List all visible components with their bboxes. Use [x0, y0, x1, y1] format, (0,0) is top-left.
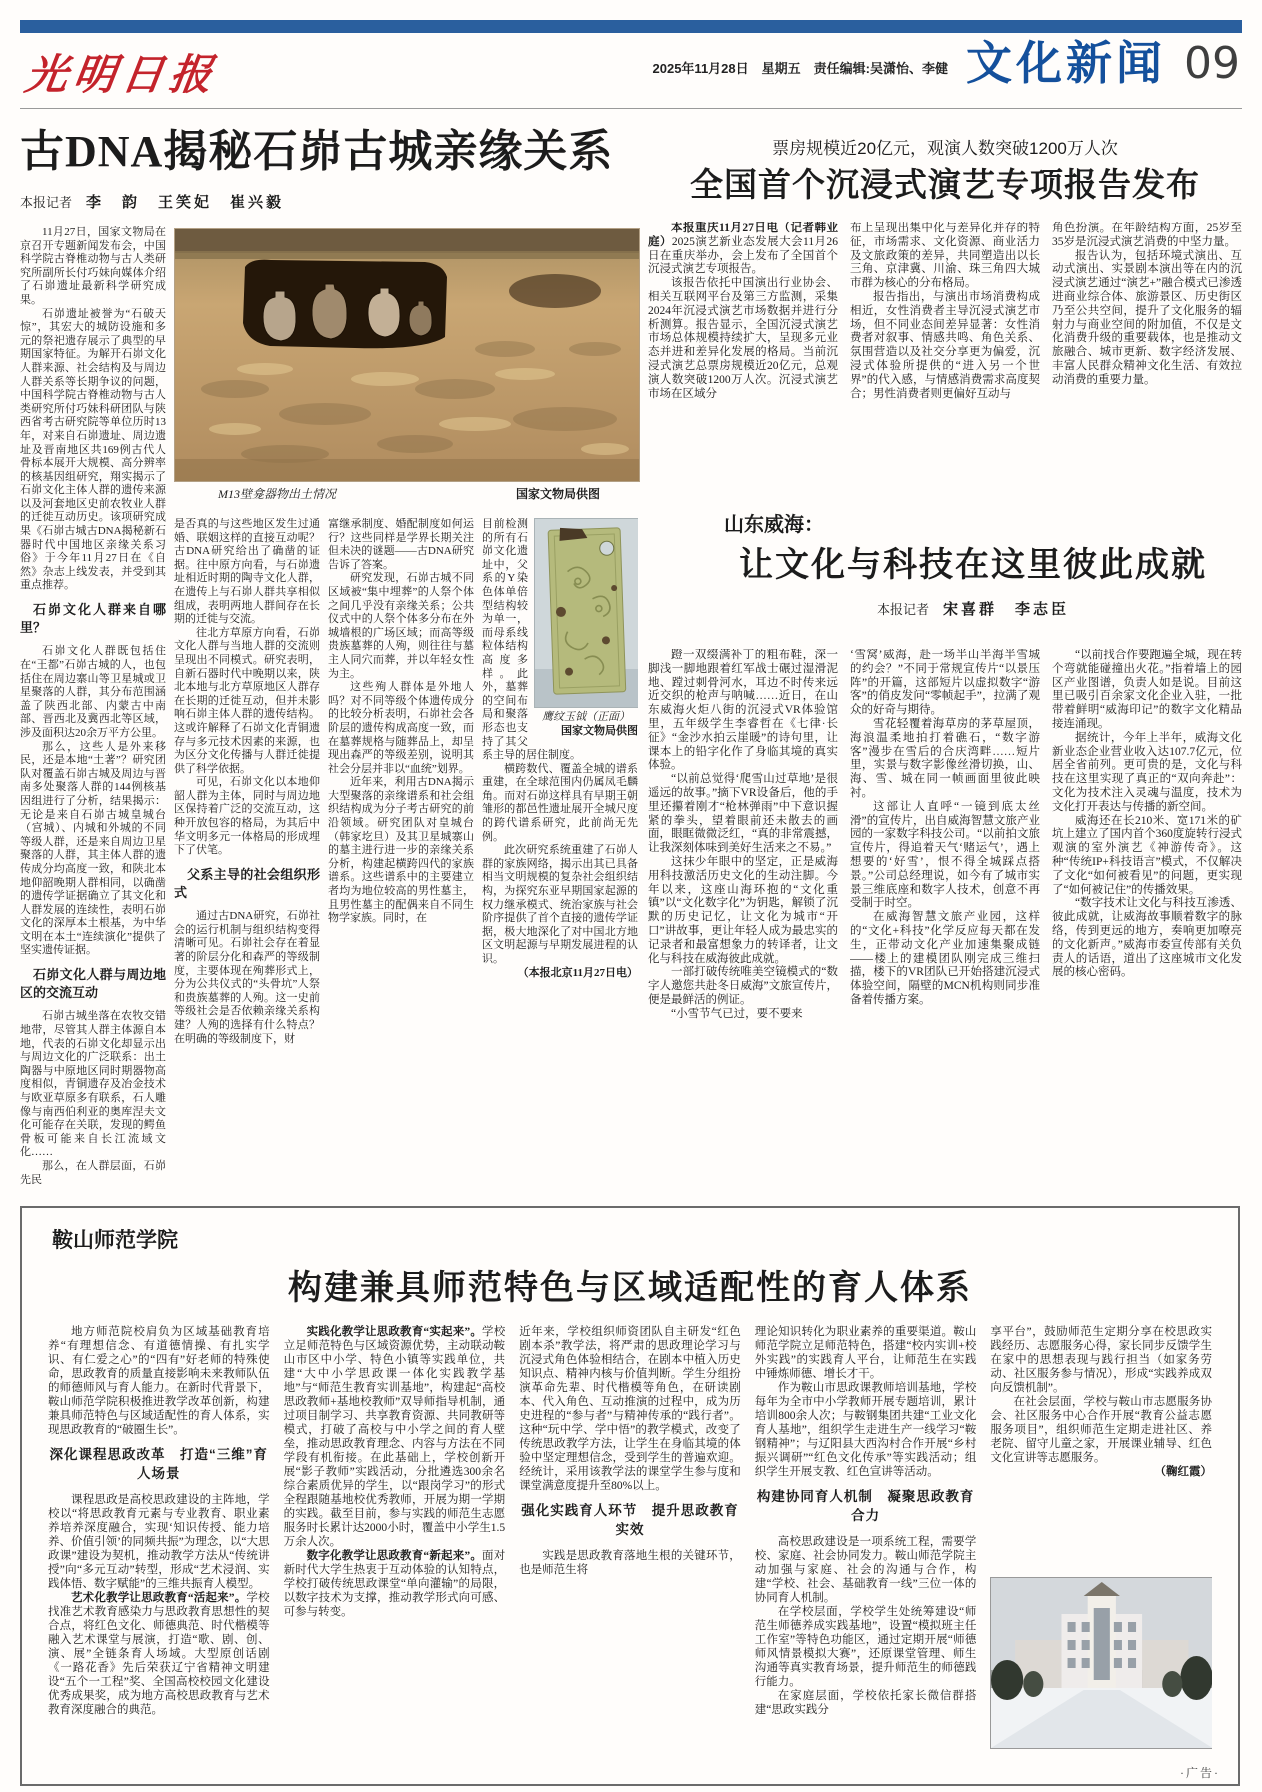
paragraph: 理论知识转化为职业素养的重要渠道。鞍山师范学院立足师范特色，搭建“校内实训+校外实践”的实践育人平台，让师范生在实践中锤炼师德、增长才干。	[754, 1326, 977, 1380]
jade-photo-captions	[534, 711, 638, 738]
byline-authors: 宋喜群 李志臣	[943, 602, 1070, 618]
masthead-right	[652, 37, 1240, 89]
article-anshan-box	[20, 1206, 1240, 1786]
paragraph: 在家庭层面，学校依托家长微信群搭建“思政实践分	[754, 1689, 977, 1716]
paragraph: 实践化教学让思政教育“实起来”。学校立足师范特色与区域资源优势，主动联动鞍山市区中小学、特色小镇等实践单位，共建“大中小学思政课一体化实践教学基地”与“师范生教育实训基地”，构建起“高校思政教师+基地校教师”双导师指导机制，通过项目制学习、共享教育资源、共同教研等模式，打破了高校与中小学之间的育人壁垒，推动思政教育理念、内容与方法在不同学段有机衔接。在此基础上，学校创新开展“影子教师”实践活动，分批遴选300余名综合素质优异的学生，以“跟岗学习”的形式全程跟随基地校优秀教师，开展为期一学期的实践。截至目前，参与实践的师范生志愿服务时长累计达2000小时，覆盖中小学生1.5万余人次。	[283, 1326, 506, 1548]
column-subhead: 石峁文化人群与周边地区的交流互动	[20, 967, 166, 1001]
dna-byline	[20, 191, 638, 212]
report-column-3	[1052, 222, 1242, 474]
paragraph: 高校思政建设是一项系统工程，需要学校、家庭、社会协同发力。鞍山师范学院主动加强与家庭、社会的沟通与合作，构建“学校、社会、基础教育一线”三位一体的协同育人机制。	[754, 1535, 977, 1604]
byline-prefix: 本报记者	[876, 602, 929, 617]
right-column-module	[648, 118, 1242, 1149]
paragraph: 横跨数代、覆盖全城的谱系重建，在全球范围内仍属凤毛麟角。而对石峁这样具有早期王朝雏形的都邑性遗址展开全城尺度的跨代谱系研究，此前尚无先例。	[482, 762, 638, 843]
photo-credit: 国家文物局供图	[515, 487, 600, 501]
paragraph: 富继承制度、婚配制度如何运行？这些同样是学界长期关注但未决的谜题——古DNA研究告诉了答案。	[328, 518, 474, 571]
paragraph: 在学校层面，学校学生处统筹建设“师范生师德养成实践基地”，设置“模拟班主任工作室”等特色功能区，通过定期开展“师德师风情景模拟大赛”，还原课堂管理、师生沟通等真实教育场景，提升师范生的师德践行能力。	[754, 1605, 977, 1688]
paragraph: 此次研究系统重建了石峁人群的家族网络，揭示出其已具备相当文明规模的复杂社会组织结构，为探究东亚早期国家起源的权力继承模式、统治家族与社会阶序提供了首个直接的遗传学证据，极大地深化了对中国北方地区文明起源与早期发展进程的认识。	[482, 844, 638, 965]
article-weihai	[648, 508, 1242, 1149]
paragraph: 石峁遗址被誉为“石破天惊”，其宏大的城防设施和多元的祭祀遗存展示了典型的早期国家特征。为解开石峁文化人群来源、社会结构及与周边人群关系等长期争议的问题，中国科学院古脊椎动物与古人类研究所付巧妹科研团队与陕西省考古研究院等单位历时13年，对来自石峁遗址、周边遗址及晋南地区共169例古代人骨标本展开大规模、高分辨率的核基因组研究，翔实揭示了石峁文化主体人群的遗传来源以及河套地区史前农牧业人群的迁徙互动历史。该项研究成果《石峁古城古DNA揭秘新石器时代中国地区亲缘关系习俗》于今年11月27日在《自然》杂志上线发表，并受到其重点推荐。	[20, 307, 166, 592]
jade-photo-figure	[534, 518, 638, 738]
article-report	[648, 134, 1242, 474]
paragraph: 角色扮演。在年龄结构方面，25岁至35岁是沉浸式演艺消费的中坚力量。	[1052, 222, 1242, 248]
excavation-photo	[174, 228, 640, 482]
page-number: 09	[1184, 38, 1240, 89]
weihai-headline: 让文化与科技在这里彼此成就	[739, 547, 1207, 584]
paragraph: 研究发现，石峁古城不同区域被“集中埋葬”的人祭个体之间几乎没有亲缘关系；公共仪式中的人祭个体多分布在外城墙根的广场区域；而高等级贵族墓葬的人殉，则往往与墓主人同穴而葬，并以年轻女性为主。	[328, 572, 474, 680]
paragraph: 在威海智慧文旅产业园，这样的“文化+科技”化学反应每天都在发生，正带动文化产业加速集聚成链——楼上的建模团队刚完成三维扫描，楼下的VR团队已开始搭建沉浸式体验空间，隔壁的MCN机构则同步准备着传播方案。	[850, 911, 1040, 1006]
masthead-rule	[20, 108, 1242, 109]
dna-body	[20, 226, 638, 1189]
paragraph: 报告认为，包括环境式演出、互动式演出、实景剧本演出等在内的沉浸式演艺通过“演艺+”融合模式已渗透进商业综合体、旅游景区、历史街区乃至公共空间，提升了文化服务的辐射力与商业空间的附加值，不仅是文化消费升级的重要载体，也是推动文旅融合、城市更新、数字经济发展、丰富人民群众精神文化生活、有效拉动消费的重要力量。	[1052, 249, 1242, 386]
top-blue-bar	[20, 20, 1242, 33]
paragraph: 往北方草原方向看，石峁文化人群与当地人群的交流则呈现出不同模式。研究表明，自新石器时代中晚期以来，陕北本地与北方草原地区人群存在长期的迁徙互动，但并未影响石峁主体人群的遗传结构。这或许解释了石峁文化青铜遗存与多元技术因素的来源，也为区分文化传播与人群迁徙提供了科学依据。	[174, 626, 320, 775]
campus-photo-figure	[990, 1577, 1212, 1749]
paragraph: “以前找合作要跑遍全城，现在转个弯就能碰撞出火花。”指着墙上的园区产业图谱，负责人如是说。目前这里已吸引百余家文化企业入驻，一批带着鲜明“威海印记”的数字文化精品接连涌现。	[1052, 649, 1242, 730]
paragraph: 报告指出，与演出市场消费构成相近，女性消费者主导沉浸式演艺市场，但不同业态间差异显著：女性消费者对叙事、情感共鸣、角色关系、氛围营造以及社交分享更为偏爱，沉浸式体验所提供的“进入另一个世界”的代入感，与情感消费需求高度契合；男性消费者则更偏好互动与	[850, 290, 1040, 400]
anshan-body	[48, 1325, 1212, 1749]
anshan-headline: 构建兼具师范特色与区域适配性的育人体系	[288, 1270, 972, 1307]
column-subhead: 父系主导的社会组织形式	[174, 866, 320, 901]
ad-label: ·广告·	[1180, 1766, 1220, 1780]
masthead-logo: 光明日报	[22, 50, 222, 99]
page-editors: 责任编辑:吴潇怡、李健	[813, 61, 948, 76]
paragraph: 11月27日，国家文物局在京召开专题新闻发布会，中国科学院古脊椎动物与古人类研究所副所长付巧妹向媒体介绍了石峁遗址最新科学研究成果。	[20, 226, 166, 306]
article-dna	[20, 118, 638, 1189]
paragraph: （鞠红霞）	[1154, 1466, 1212, 1478]
dna-column-3	[328, 518, 474, 1189]
paragraph: 布上呈现出集中化与差异化并存的特征，市场需求、文化资源、商业活力及文旅政策的差异，共同塑造出以长三角、京津冀、川渝、珠三角四大城市群为核心的分布格局。	[850, 222, 1040, 290]
paragraph: 这些殉人群体是外地人吗？对不同等级个体遗传成分的比较分析表明，石峁社会各阶层的遗传构成高度一致，而在墓葬规格与随葬品上，却呈现出森严的等级差别，说明其社会分层并非以“血统”划界。	[328, 681, 474, 775]
paragraph: 实践是思政教育落地生根的关键环节，也是师范生将	[519, 1549, 741, 1576]
dna-column-1	[20, 226, 166, 1189]
photo-caption: M13壁龛器物出土情况	[218, 487, 336, 501]
report-column-1	[648, 222, 838, 474]
paragraph: “数字技术让文化与科技互渗透、彼此成就，让威海故事顺着数字的脉络，传到更远的地方，奏响更加嘹亮的文化新声。”威海市委宣传部有关负责人的话语，道出了这座城市文化发展的核心密码。	[1052, 897, 1242, 979]
anshan-column-5-text	[990, 1325, 1212, 1479]
dna-headline: 古DNA揭秘石峁古城亲缘关系	[20, 127, 614, 176]
report-kicker: 票房规模近20亿元，观演人数突破1200万人次	[772, 139, 1118, 158]
paragraph: 该报告依托中国演出行业协会、相关互联网平台及第三方监测，采集2024年沉浸式演艺市场数据并进行分析测算。报告显示，全国沉浸式演艺市场总体规模持续扩大，呈现多元业态并进和差异化发展的格局。当前沉浸式演艺总票房规模近20亿元，总观演人数突破1200万人次。沉浸式演艺市场在区域分	[648, 277, 838, 400]
dna-column-4	[482, 518, 638, 1189]
paragraph: 威海还在长210米、宽171米的矿坑上建立了国内首个360度旋转行浸式观演的室外演艺《神游传奇》。这种“传统IP+科技语言”模式，不仅解决了文化“如何被看见”的问题，更实现了“如何被记住”的传播效果。	[1052, 814, 1242, 896]
anshan-kicker: 鞍山师范学院	[52, 1229, 178, 1252]
paragraph: 那么，在人群层面，石峁先民	[20, 1159, 166, 1186]
byline-prefix: 本报记者	[20, 195, 73, 210]
weihai-column-2	[850, 649, 1040, 1149]
paragraph: 课程思政是高校思政建设的主阵地，学校以“将思政教育元素与专业教育、职业素养培养深度融合，实现‘知识传授、能力培养、价值引领’的同频共振”为理念，以“大思政课”建设为契机，推动教学方法从“传统讲授”向“多元互动”转型，形成“艺术浸润、实践体悟、数字赋能”的三维共振育人模型。	[48, 1493, 270, 1590]
paragraph: 这部让人直呼“一镜到底太丝滑”的宣传片，出自威海智慧文旅产业园的一家数字科技公司。“以前拍文旅宣传片，得追着天气‘赌运气’，遇上想要的‘好雪’，恨不得全城踩点搭景。”公司总经理说，如今有了城市实景三维底座和数字人技术，创意不再受制于时空。	[850, 800, 1040, 910]
paragraph: 近年来，学校组织师资团队自主研发“红色剧本杀”教学法，将严肃的思政理论学习与沉浸式角色体验相结合，在剧本中植入历史知识点、精神内核与价值判断。学生分组扮演革命先辈、时代楷模等角色，在研读剧本、代入角色、互动推演的过程中，成为历史进程的“参与者”与精神传承的“践行者”。这种“玩中学、学中悟”的教学模式，改变了传统思政教学方法，让学生在身临其境的体验中坚定理想信念，受到学生的普遍欢迎。经统计，采用该教学法的课堂学生参与度和课堂满意度提升至80%以上。	[519, 1326, 741, 1492]
weihai-kicker: 山东威海：	[724, 514, 824, 536]
column-subhead: 强化实践育人环节 提升思政教育实效	[521, 1503, 739, 1537]
paragraph: 在社会层面，学校与鞍山市志愿服务协会、社区服务中心合作开展“教育公益志愿服务项目”，组织师范生定期走进社区、养老院、留守儿童之家，开展课业辅导、红色文化宣讲等志愿服务。	[990, 1396, 1212, 1464]
column-subhead: 石峁文化人群来自哪里？	[20, 602, 166, 636]
page-date: 2025年11月28日 星期五	[652, 61, 801, 76]
anshan-column-1	[48, 1325, 270, 1749]
paragraph: 据统计，今年上半年，威海文化新业态企业营业收入达107.7亿元，位居全省前列。更可贵的是，文化与科技在这里实现了真正的“双向奔赴”：文化为技术注入灵魂与温度，技术为文化打开表达与传播的新空间。	[1052, 731, 1242, 813]
paragraph: 享平台”，鼓励师范生定期分享在校思政实践经历、志愿服务心得，家长同步反馈学生在家中的思想表现与践行担当（如家务劳动、社区服务参与情况），形成“实践养成双向反馈机制”。	[990, 1326, 1212, 1394]
byline-authors: 李 韵 王笑妃 崔兴毅	[86, 195, 285, 211]
paragraph: 可见，石峁文化以本地仰韶人群为主体，同时与周边地区保持着广泛的交流互动，这种开放包容的格局，为其后中华文明多元一体格局的形成埋下了伏笔。	[174, 776, 320, 857]
section-title: 文化新闻	[966, 37, 1166, 89]
paragraph: ‘雪窝’威海，赴一场半山半海半雪城的约会？”不同于常规宣传片“以景压阵”的开篇，这部短片以虚拟数字“游客”的俏皮发问“零帧起手”，拉满了观众的好奇与期待。	[850, 649, 1040, 717]
report-column-2	[850, 222, 1040, 474]
paragraph: 近年来，利用古DNA揭示大型聚落的亲缘谱系和社会组织结构成为分子考古研究的前沿领域。研究团队对皇城台（韩家圪旦）及其卫星城寨山的墓主进行进一步的亲缘关系分析，构建起横跨四代的家族谱系。这些谱系中的主要建立者均为地位较高的男性墓主，且男性墓主的配偶来自不同生物学家族。同时，在	[328, 776, 474, 925]
weihai-column-3	[1052, 649, 1242, 1149]
date-editors-line	[653, 58, 948, 77]
excavation-photo-captions	[174, 482, 638, 501]
anshan-column-3	[519, 1325, 741, 1749]
paragraph: 目前检测的所有石峁文化遗址中，父系的Y染色体单倍型结构较为单一，而母系线粒体结构高度多样。此外，墓葬的空间布局和聚落形态也支持了其父系主导的居住制度。	[482, 518, 581, 762]
excavation-photo-figure	[174, 228, 638, 501]
weihai-body	[648, 649, 1242, 1149]
anshan-column-2	[284, 1325, 506, 1749]
paragraph: 本报重庆11月27日电（记者韩业庭）2025演艺新业态发展大会11月26日在重庆举办，会上发布了全国首个沉浸式演艺专项报告。	[648, 222, 838, 276]
paragraph: 蹬一双缀满补丁的粗布鞋，深一脚浅一脚地跟着红军战士碾过湿滑泥地、蹚过刺骨河水，耳边不时传来远近交织的枪声与呐喊……近日，在山东威海火炬八街的沉浸式VR体验馆里，五年级学生李睿哲在《七律·长征》“金沙水拍云崖暖”的诗句里，让课本上的铅字化作了身临其境的真实体验。	[648, 649, 838, 772]
report-body	[648, 222, 1242, 474]
paragraph: 通过古DNA研究，石峁社会的运行机制与组织结构变得清晰可见。石峁社会存在着显著的阶层分化和森严的等级制度，主要体现在殉葬形式上，分为公共仪式的“头骨坑”人祭和贵族墓葬的人殉。这一史前等级社会是否依赖亲缘关系构建？人殉的选择有什么特点？在明确的等级制度下，财	[174, 910, 320, 1045]
paragraph: （本报北京11月27日电）	[517, 966, 638, 979]
anshan-column-5	[990, 1325, 1212, 1749]
weihai-byline	[648, 598, 1242, 619]
column-subhead: 深化课程思政改革 打造“三维”育人场景	[49, 1447, 269, 1481]
paragraph: “小雪节气已过，要不要来	[671, 1007, 803, 1020]
anshan-column-4	[755, 1325, 977, 1749]
weihai-column-1	[648, 649, 838, 1149]
photo-caption: 鹰纹玉钺（正面）	[542, 711, 630, 723]
report-headline: 全国首个沉浸式演艺专项报告发布	[690, 168, 1200, 204]
jade-plaque-photo	[534, 518, 638, 708]
paragraph: 石峁文化人群既包括住在“王都”石峁古城的人，也包括住在周边寨山等卫星城或卫星聚落的人群，其分布范围涵盖了陕西北部、内蒙古中南部、晋西北及冀西北等区域，涉及面积达20余万平方公里。	[20, 645, 166, 739]
paragraph: 艺术化教学让思政教育“活起来”。学校找准艺术教育感染力与思政教育思想性的契合点，将红色文化、师德典范、时代楷模等融入艺术课堂与展演，打造“歌、剧、创、演、展”全链条育人场域。大型原创话剧《一路花香》先后荣获辽宁省精神文明建设“五个一工程”奖、全国高校校园文化建设优秀成果奖，成为地方高校思政教育与艺术教育深度融合的典范。	[48, 1591, 270, 1716]
paragraph: 作为鞍山市思政课教师培训基地，学校每年为全市中小学教师开展专题培训，累计培训800余人次；与鞍钢集团共建“工业文化育人基地”，组织学生走进生产一线学习“鞍钢精神”；与辽阳县大西沟村合作开展“乡村振兴调研”“红色文化传承”等实践活动；组织学生开展支教、红色宣讲等活动。	[754, 1382, 977, 1478]
campus-photo	[990, 1577, 1212, 1749]
paragraph: 雪花轻覆着海草房的茅草屋顶，海浪温柔地拍打着礁石，“数字游客”漫步在雪后的合庆湾畔……短片里，实景与数字影像丝滑切换，山、海、雪、城在同一帧画面里彼此映衬。	[850, 717, 1040, 799]
paragraph: 数字化教学让思政教育“新起来”。面对新时代大学生热衷于互动体验的认知特点，学校打破传统思政课堂“单向灌输”的局限，以数字技术为支撑，推动教学形式向可感、可参与转变。	[283, 1550, 506, 1618]
paragraph: 石峁古城坐落在农牧交错地带，尽管其人群主体源自本地，代表的石峁文化却显示出与周边文化的广泛联系：出土陶器与中原地区同时期器物高度相似，青铜遗存及冶金技术与欧亚草原多有联系，石人雕像与南西伯利亚的奥库涅夫文化可能存在关联，发现的鳄鱼骨板可能来自长江流域文化……	[20, 1010, 166, 1159]
paragraph: 一部打破传统唯美空镜模式的“数字人邀您共赴冬日威海”文旅宣传片，便是最鲜活的例证。	[648, 966, 838, 1006]
dna-column-2	[174, 518, 320, 1189]
paragraph: 是否真的与这些地区发生过通婚、联姻这样的直接互动呢？古DNA研究给出了确凿的证据。往中原方向看，与石峁遗址相近时期的陶寺文化人群，在遗传上与石峁人群共享相似组成，表明两地人群间存在长期的迁徙与交流。	[174, 518, 320, 626]
paragraph: 地方师范院校肩负为区域基础教育培养“有理想信念、有道德情操、有扎实学识、有仁爱之心”的“四有”好老师的特殊使命，思政教育的质量直接影响未来教师队伍的师德师风与育人能力。在新时代背景下，鞍山师范学院积极推进教学改革创新，构建兼具师范特色与区域适配性的育人体系，实现思政教育的“破圈生长”。	[48, 1326, 270, 1436]
paragraph: 这抹少年眼中的坚定，正是威海用科技激活历史文化的生动注脚。今年以来，这座山海环抱的“文化重镇”以“文化数字化”为钥匙，解锁了沉默的历史记忆，让文化为城市“开口”讲故事，更让年轻人成为最忠实的记录者和最富想象力的转译者，让文化与科技在威海彼此成就。	[648, 855, 838, 965]
paragraph: “以前总觉得‘爬雪山过草地’是很遥远的故事。”摘下VR设备后，他的手里还攥着刚才“枪林弹雨”中下意识握紧的拳头，望着眼前还未散去的画面，眼眶微微泛红，“真的非常震撼，让我深刻体味到美好生活来之不易。”	[648, 773, 838, 855]
photo-credit: 国家文物局供图	[561, 724, 638, 737]
column-subhead: 构建协同育人机制 凝聚思政教育合力	[756, 1489, 975, 1523]
paragraph: 那么，这些人是外来移民，还是本地“土著”？研究团队对覆盖石峁古城及周边与晋南多处聚落人群的144例核基因组进行了分析，结果揭示：无论是来自石峁古城皇城台（宫城）、内城和外城的不同等级人群，还是来自周边卫星聚落的人群，其主体人群的遗传成分均高度一致，和陕北本地仰韶晚期人群相同，以确凿的遗传学证据确立了其文化和人群发展的连续性，表明石峁文化的深厚本土根基，为中华文明在本土“连续演化”提供了坚实遗传证据。	[20, 740, 166, 957]
